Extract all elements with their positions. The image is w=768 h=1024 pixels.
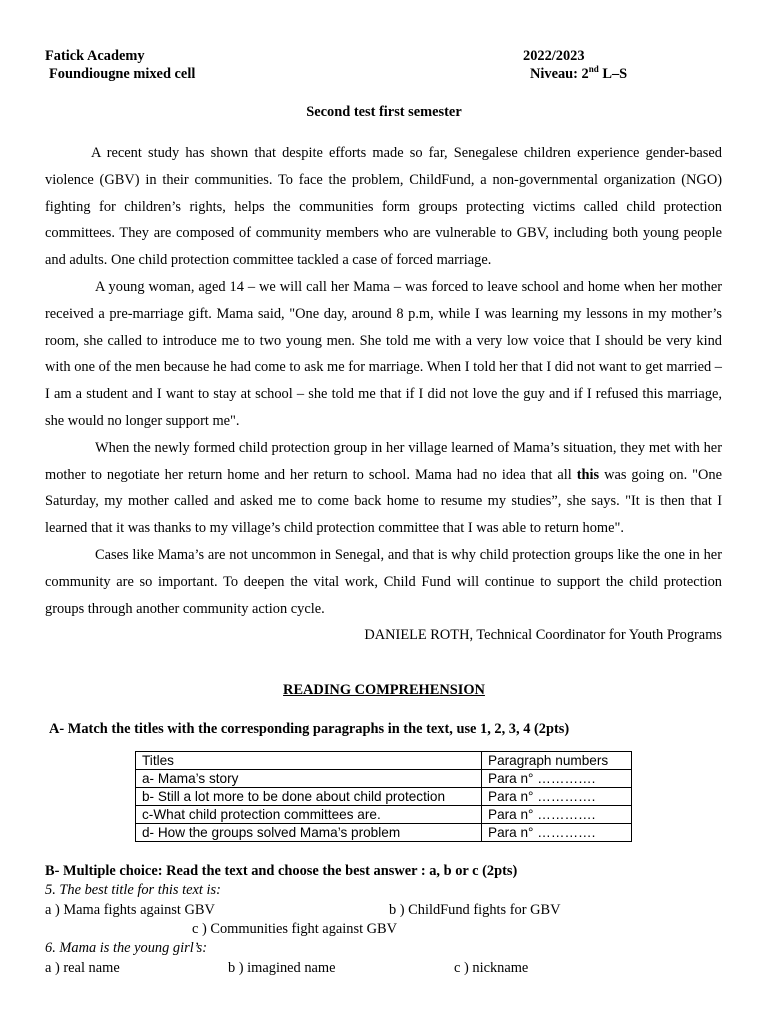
q5-option-b[interactable]: b ) ChildFund fights for GBV [389, 902, 561, 918]
school-year: 2022/2023 [523, 48, 585, 64]
matching-table [135, 751, 632, 842]
level [523, 65, 627, 83]
row-title: c-What child protection committees are. [136, 806, 482, 824]
row-title: a- Mama’s story [136, 770, 482, 788]
table-row [136, 806, 632, 824]
q6-option-b[interactable]: b ) imagined name [228, 960, 336, 976]
school-name: Fatick Academy [45, 48, 145, 64]
paragraph-3-before: When the newly formed child protection group in her village learned of Mama’s situation, they met with her mother to negotiate her return home and her return to school. Mama had no idea that all [45, 439, 722, 483]
table-header-row [136, 752, 632, 770]
row-answer-blank[interactable]: Para n° …………. [482, 770, 632, 788]
author-credit: DANIELE ROTH, Technical Coordinator for Youth Programs [364, 627, 722, 644]
q5-option-c[interactable]: c ) Communities fight against GBV [192, 921, 398, 937]
section-title: READING COMPREHENSION [283, 682, 485, 698]
part-b-title: B- Multiple choice: Read the text and choose the best answer : a, b or c (2pts) [45, 863, 518, 879]
table-header-paragraph-numbers: Paragraph numbers [482, 752, 632, 770]
row-answer-blank[interactable]: Para n° …………. [482, 806, 632, 824]
table-row [136, 788, 632, 806]
row-title: b- Still a lot more to be done about child protection [136, 788, 482, 806]
paragraph-3-after: was going on. "One Saturday, my mother called and asked me to come back home to resume my studies”, she says. "It is then that I learned that it was thanks to my village’s child protection committee that I was able to return home". [45, 466, 723, 537]
cell-name: Foundiougne mixed cell [49, 66, 196, 82]
question-6: 6. Mama is the young girl’s: [45, 940, 208, 956]
header-left [45, 47, 195, 83]
level-sup: nd [588, 64, 599, 75]
row-answer-blank[interactable]: Para n° …………. [482, 824, 632, 842]
question-5: 5. The best title for this text is: [45, 882, 221, 898]
paragraph-2: A young woman, aged 14 – we will call her Mama – was forced to leave school and home when her mother received a pre-marriage gift. Mama said, "One day, around 8 p.m, while I was learning my lessons in my mother’s room, she called to introduce me to two young men. She told me with a very low voice that I should be very kind with one of the men because he had come to ask me for marriage. When I told her that I did not want to get married – I am a student and I want to stay at school – she told me that if I did not love the guy and if I refused this marriage, she would no longer support me". [45, 278, 722, 429]
part-a-title: A- Match the titles with the corresponding paragraphs in the text, use 1, 2, 3, 4 (2pts) [49, 721, 570, 737]
q6-option-a[interactable]: a ) real name [45, 960, 120, 976]
test-title: Second test first semester [306, 104, 462, 120]
table-row [136, 824, 632, 842]
level-prefix: Niveau: 2 [530, 66, 589, 82]
reading-passage [45, 140, 722, 649]
q6-option-c[interactable]: c ) nickname [454, 960, 529, 976]
table-header-titles: Titles [136, 752, 482, 770]
paragraph-3 [45, 435, 722, 542]
paragraph-1: A recent study has shown that despite efforts made so far, Senegalese children experience gender-based violence (GBV) in their communities. To face the problem, ChildFund, a non-governmental organization (NGO) fighting for children’s rights, helps the communities form groups protecting victims called child protection committees. They are composed of community members who are vulnerable to GBV, including both young people and adults. One child protection committee tackled a case of forced marriage. [45, 145, 722, 269]
row-title: d- How the groups solved Mama’s problem [136, 824, 482, 842]
level-suffix: L–S [598, 66, 628, 82]
paragraph-3-bold-word: this [576, 466, 600, 483]
q5-option-a[interactable]: a ) Mama fights against GBV [45, 902, 215, 918]
header-right [523, 47, 627, 83]
table-row [136, 770, 632, 788]
paragraph-4: Cases like Mama’s are not uncommon in Senegal, and that is why child protection groups like the one in her community are so important. To deepen the vital work, Child Fund will continue to support the child protection groups through another community action cycle. [45, 546, 722, 617]
row-answer-blank[interactable]: Para n° …………. [482, 788, 632, 806]
